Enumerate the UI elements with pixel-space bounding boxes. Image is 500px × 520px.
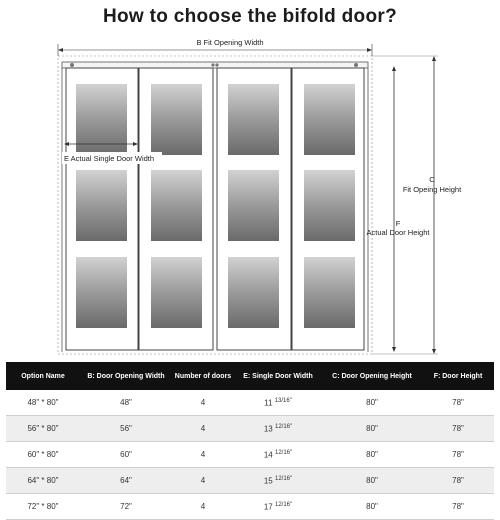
single-width-fraction: 12/16" bbox=[274, 501, 293, 508]
door-panel-2 bbox=[139, 68, 213, 350]
cell-door-height: 78" bbox=[422, 442, 494, 468]
cell-single-width bbox=[234, 390, 322, 416]
cell-doors: 4 bbox=[172, 468, 234, 494]
table-row bbox=[6, 442, 494, 468]
cell-opening-width: 48" bbox=[80, 390, 172, 416]
header-door-height: F: Door Height bbox=[422, 362, 494, 390]
size-spec-table bbox=[6, 362, 494, 520]
header-door-opening-width: B: Door Opening Width bbox=[80, 362, 172, 390]
cell-doors: 4 bbox=[172, 416, 234, 442]
pivot-left bbox=[70, 63, 74, 67]
single-width-whole: 14 bbox=[263, 450, 273, 460]
cell-option: 48" * 80" bbox=[6, 390, 80, 416]
cell-opening-height: 80" bbox=[322, 416, 422, 442]
cell-opening-width: 72" bbox=[80, 494, 172, 520]
table-row bbox=[6, 416, 494, 442]
table-row bbox=[6, 494, 494, 520]
cell-single-width bbox=[234, 494, 322, 520]
cell-option: 64" * 80" bbox=[6, 468, 80, 494]
cell-single-width bbox=[234, 442, 322, 468]
cell-single-width bbox=[234, 416, 322, 442]
header-option-name: Option Name bbox=[6, 362, 80, 390]
page-title: How to choose the bifold door? bbox=[103, 6, 397, 27]
top-track bbox=[62, 62, 368, 68]
cell-opening-width: 60" bbox=[80, 442, 172, 468]
dimension-f-label: Actual Door Height bbox=[366, 228, 430, 237]
single-width-fraction: 12/16" bbox=[274, 475, 293, 482]
dimension-c bbox=[372, 56, 462, 354]
door-panel-1 bbox=[66, 68, 138, 350]
single-width-fraction: 12/16" bbox=[274, 449, 293, 456]
door-panel-3 bbox=[217, 68, 291, 350]
cell-doors: 4 bbox=[172, 494, 234, 520]
pivot-right bbox=[354, 63, 358, 67]
cell-doors: 4 bbox=[172, 442, 234, 468]
cell-option: 56" * 80" bbox=[6, 416, 80, 442]
cell-door-height: 78" bbox=[422, 416, 494, 442]
dimension-c-label: Fit Opeing Height bbox=[402, 185, 462, 194]
dimension-c-letter: C bbox=[429, 175, 435, 184]
cell-option: 60" * 80" bbox=[6, 442, 80, 468]
header-single-door-width: E: Single Door Width bbox=[234, 362, 322, 390]
pivot-mid-left bbox=[211, 63, 214, 66]
dimension-f bbox=[367, 66, 431, 352]
door-panel-4 bbox=[292, 68, 364, 350]
cell-door-height: 78" bbox=[422, 468, 494, 494]
single-width-whole: 17 bbox=[263, 502, 273, 512]
table-row bbox=[6, 468, 494, 494]
header-door-opening-height: C: Door Opening Height bbox=[322, 362, 422, 390]
single-width-whole: 13 bbox=[263, 424, 273, 434]
single-width-whole: 11 bbox=[264, 398, 273, 408]
single-width-fraction: 12/16" bbox=[274, 423, 293, 430]
cell-opening-width: 64" bbox=[80, 468, 172, 494]
table-header-row bbox=[6, 362, 494, 390]
pivot-mid-right bbox=[215, 63, 218, 66]
cell-opening-height: 80" bbox=[322, 442, 422, 468]
cell-option: 72" * 80" bbox=[6, 494, 80, 520]
dimension-f-letter: F bbox=[395, 219, 401, 228]
single-width-whole: 15 bbox=[263, 476, 273, 486]
dimension-e-label: E Actual Single Door Width bbox=[64, 154, 155, 163]
dimension-b-label: B Fit Opening Width bbox=[196, 38, 264, 47]
cell-door-height: 78" bbox=[422, 390, 494, 416]
cell-opening-height: 80" bbox=[322, 390, 422, 416]
cell-opening-width: 56" bbox=[80, 416, 172, 442]
single-width-fraction: 13/16" bbox=[274, 397, 292, 404]
cell-opening-height: 80" bbox=[322, 494, 422, 520]
header-number-of-doors: Number of doors bbox=[172, 362, 234, 390]
table-row bbox=[6, 390, 494, 416]
cell-doors: 4 bbox=[172, 390, 234, 416]
cell-opening-height: 80" bbox=[322, 468, 422, 494]
cell-single-width bbox=[234, 468, 322, 494]
dimension-b bbox=[58, 38, 372, 56]
cell-door-height: 78" bbox=[422, 494, 494, 520]
